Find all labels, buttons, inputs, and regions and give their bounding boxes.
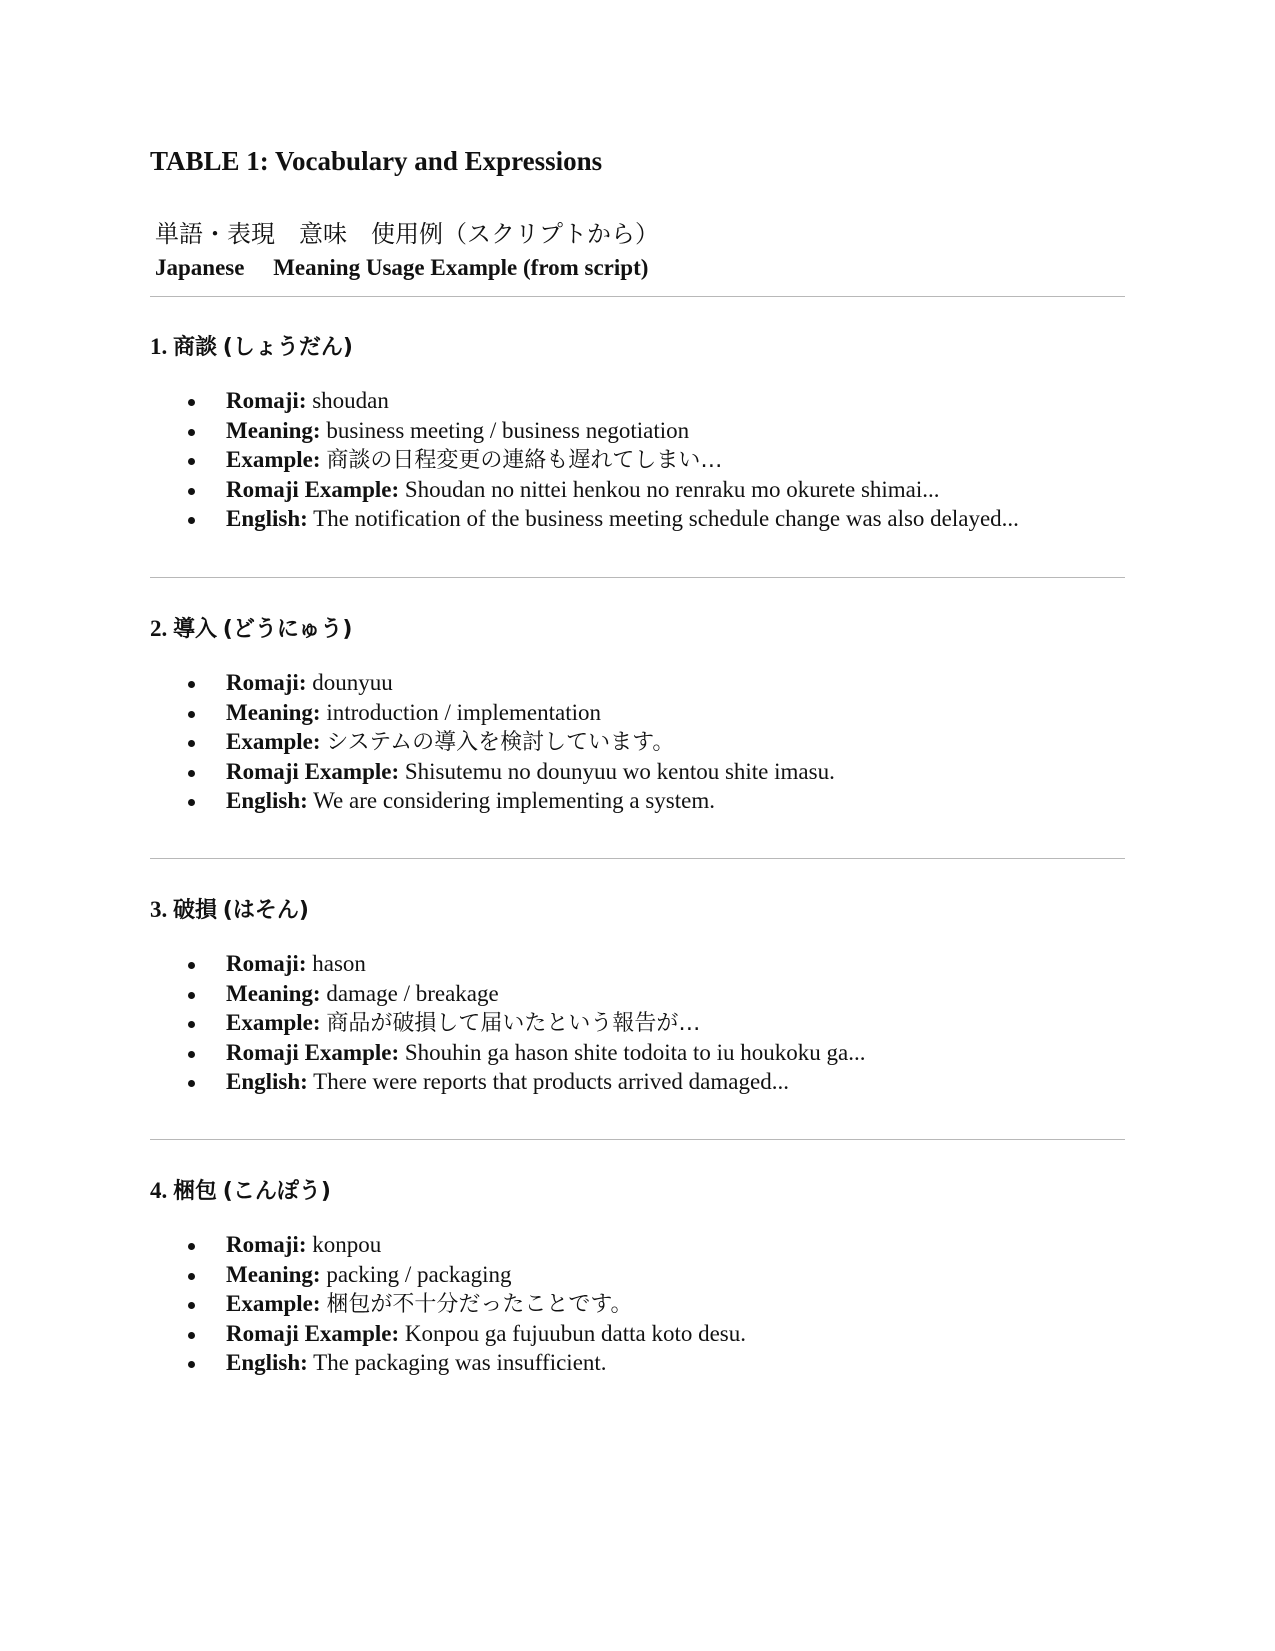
divider bbox=[150, 296, 1125, 297]
divider bbox=[150, 858, 1125, 859]
entry-heading bbox=[150, 893, 309, 924]
list-item bbox=[150, 1038, 865, 1068]
romaji-example-label: Romaji Example: bbox=[226, 476, 400, 502]
entry-reading: (こんぽう) bbox=[222, 1179, 331, 1204]
romaji-example-label: Romaji Example: bbox=[226, 758, 400, 784]
list-item bbox=[150, 727, 835, 757]
entry-details bbox=[150, 1230, 746, 1378]
example-label: Example: bbox=[226, 1291, 321, 1316]
list-item bbox=[150, 979, 865, 1009]
english-value: The notification of the business meeting schedule change was also delayed... bbox=[313, 506, 1019, 531]
entry-heading bbox=[150, 330, 353, 361]
romaji-value: hason bbox=[312, 951, 366, 976]
romaji-value: dounyuu bbox=[312, 670, 393, 695]
romaji-value: konpou bbox=[312, 1232, 382, 1257]
entry-number: 3. bbox=[150, 897, 168, 922]
entry-details bbox=[150, 949, 865, 1097]
romaji-label: Romaji: bbox=[226, 951, 307, 976]
entry-number: 1. bbox=[150, 334, 168, 359]
meaning-value: introduction / implementation bbox=[326, 699, 601, 725]
entry-details bbox=[150, 386, 1019, 534]
meaning-value: packing / packaging bbox=[326, 1261, 512, 1287]
list-item bbox=[150, 1260, 746, 1290]
entry-heading bbox=[150, 612, 352, 643]
entry-word: 商談 bbox=[173, 335, 218, 360]
english-label: English: bbox=[226, 1069, 308, 1094]
romaji-example-value: Shisutemu no dounyuu wo kentou shite imasu. bbox=[404, 758, 835, 784]
entry-details bbox=[150, 668, 835, 816]
list-item bbox=[150, 1067, 865, 1097]
romaji-value: shoudan bbox=[312, 388, 389, 413]
meaning-value: damage / breakage bbox=[326, 980, 499, 1006]
english-label: English: bbox=[226, 1350, 308, 1375]
entry-word: 破損 bbox=[173, 898, 218, 923]
entry-reading: (しょうだん) bbox=[222, 335, 353, 360]
list-item bbox=[150, 757, 835, 787]
romaji-example-label: Romaji Example: bbox=[226, 1320, 400, 1346]
entry-reading: (どうにゅう) bbox=[222, 617, 353, 642]
english-value: We are considering implementing a system. bbox=[313, 788, 715, 813]
list-item bbox=[150, 786, 835, 816]
meaning-label: Meaning: bbox=[226, 1261, 321, 1287]
list-item bbox=[150, 416, 1019, 446]
meaning-label: Meaning: bbox=[226, 980, 321, 1006]
romaji-example-value: Shouhin ga hason shite todoita to iu houkoku ga... bbox=[404, 1039, 866, 1065]
example-value: 梱包が不十分だったことです。 bbox=[326, 1292, 633, 1317]
english-value: There were reports that products arrived damaged... bbox=[313, 1069, 789, 1094]
divider bbox=[150, 577, 1125, 578]
english-label: English: bbox=[226, 506, 308, 531]
example-value: システムの導入を検討しています。 bbox=[326, 730, 675, 755]
romaji-example-value: Konpou ga fujuubun datta koto desu. bbox=[404, 1320, 746, 1346]
meaning-label: Meaning: bbox=[226, 699, 321, 725]
entry-heading bbox=[150, 1174, 331, 1205]
entry-word: 導入 bbox=[173, 617, 218, 642]
list-item bbox=[150, 386, 1019, 416]
list-item bbox=[150, 698, 835, 728]
romaji-label: Romaji: bbox=[226, 670, 307, 695]
list-item bbox=[150, 1289, 746, 1319]
list-item bbox=[150, 1319, 746, 1349]
example-label: Example: bbox=[226, 447, 321, 472]
romaji-example-value: Shoudan no nittei henkou no renraku mo okurete shimai... bbox=[404, 476, 940, 502]
column-header-english: Japanese Meaning Usage Example (from script) bbox=[155, 255, 649, 280]
list-item bbox=[150, 1230, 746, 1260]
list-item bbox=[150, 668, 835, 698]
table-title: TABLE 1: Vocabulary and Expressions bbox=[150, 146, 603, 176]
column-header-japanese: 単語・表現 意味 使用例（スクリプトから） bbox=[155, 220, 659, 248]
list-item bbox=[150, 949, 865, 979]
english-value: The packaging was insufficient. bbox=[313, 1350, 607, 1375]
divider bbox=[150, 1139, 1125, 1140]
entry-number: 2. bbox=[150, 616, 168, 641]
entry-number: 4. bbox=[150, 1178, 168, 1203]
entry-reading: (はそん) bbox=[222, 898, 309, 923]
meaning-value: business meeting / business negotiation bbox=[326, 417, 690, 443]
example-label: Example: bbox=[226, 1010, 321, 1035]
romaji-label: Romaji: bbox=[226, 1232, 307, 1257]
list-item bbox=[150, 1348, 746, 1378]
list-item bbox=[150, 445, 1019, 475]
example-label: Example: bbox=[226, 729, 321, 754]
entry-word: 梱包 bbox=[173, 1179, 218, 1204]
list-item bbox=[150, 504, 1019, 534]
meaning-label: Meaning: bbox=[226, 417, 321, 443]
example-value: 商談の日程変更の連絡も遅れてしまい… bbox=[326, 448, 723, 473]
list-item bbox=[150, 1008, 865, 1038]
list-item bbox=[150, 475, 1019, 505]
english-label: English: bbox=[226, 788, 308, 813]
example-value: 商品が破損して届いたという報告が… bbox=[326, 1011, 701, 1036]
romaji-example-label: Romaji Example: bbox=[226, 1039, 400, 1065]
romaji-label: Romaji: bbox=[226, 388, 307, 413]
